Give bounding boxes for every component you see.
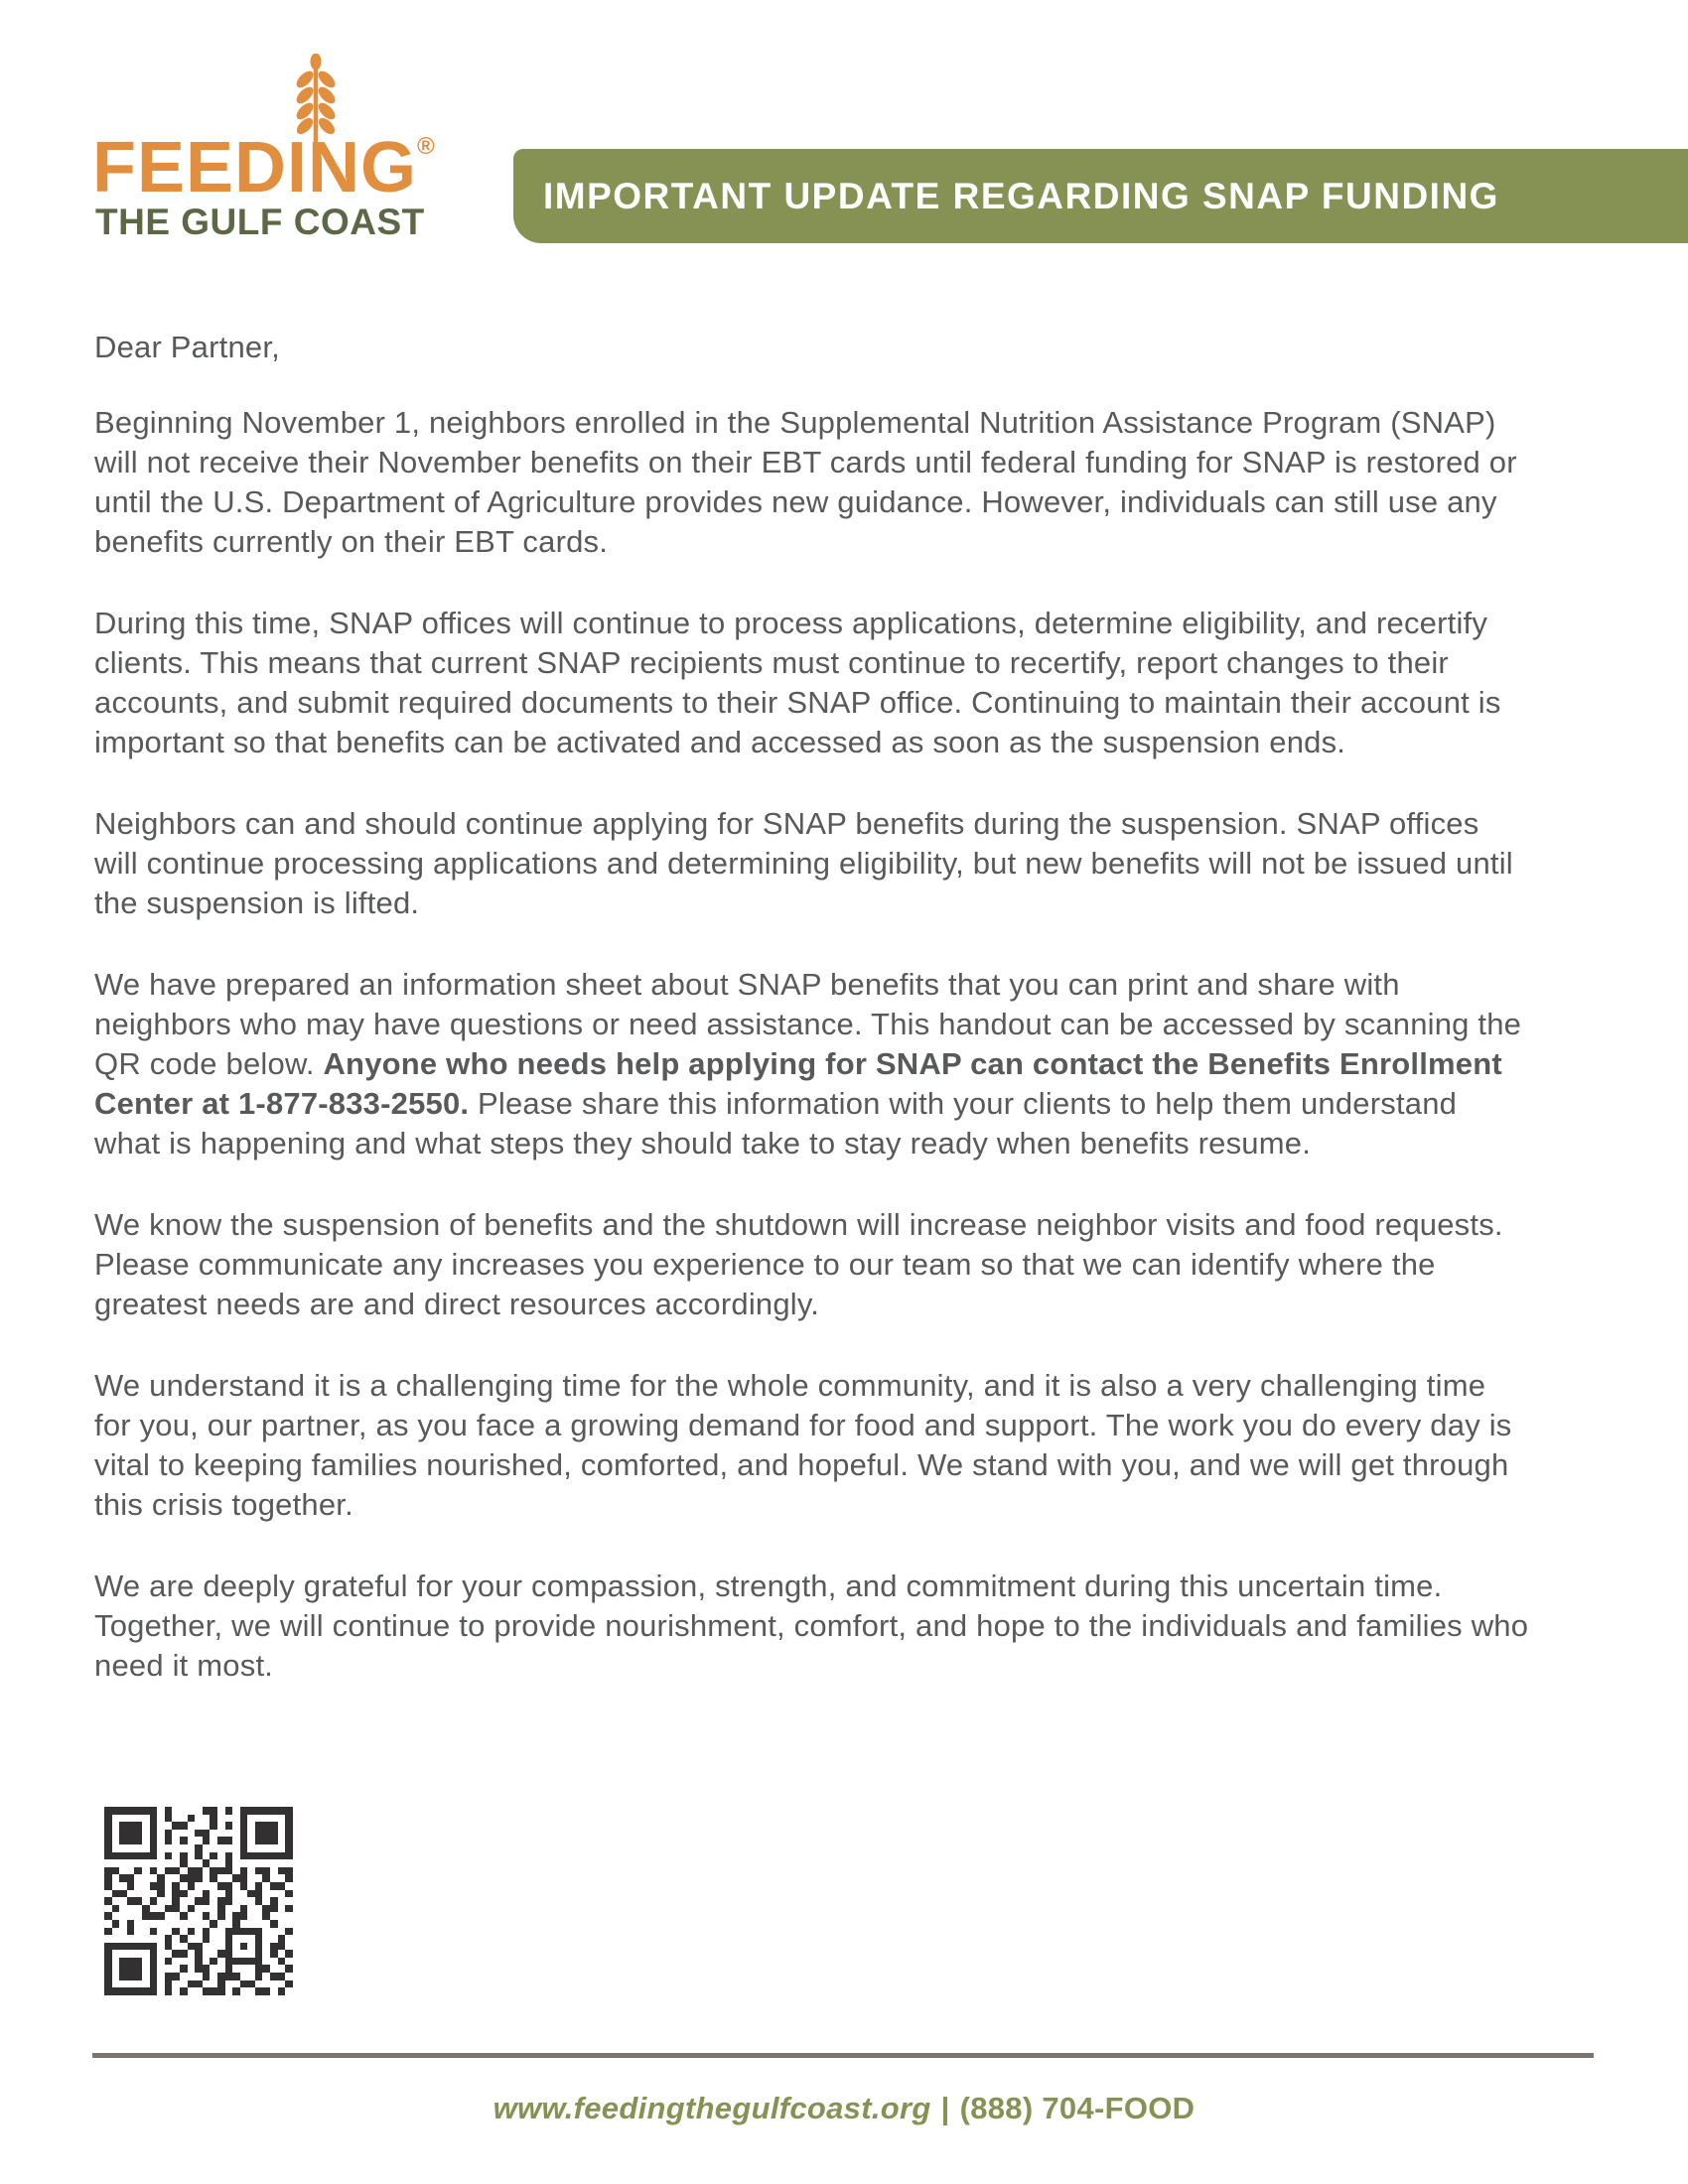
paragraph	[94, 1205, 1529, 1324]
qr-row	[104, 1867, 293, 1875]
registered-trademark-mark: ®	[417, 133, 435, 160]
qr-row	[104, 1844, 293, 1852]
logo-tagline: THE GULF COAST	[95, 202, 425, 242]
paragraph-bold-text: Anyone who needs help applying for SNAP can contact the Benefits Enrollment Center at 1-877-833-2550.	[94, 1046, 1502, 1121]
qr-row	[104, 1837, 293, 1844]
paragraph-text: We know the suspension of benefits and the shutdown will increase neighbor visits and food requests. Please communicate any increases you experience to our team so that we can identify where the greatest needs are and direct resources accordingly.	[94, 1207, 1503, 1321]
qr-row	[104, 1897, 293, 1905]
banner-title: IMPORTANT UPDATE REGARDING SNAP FUNDING	[543, 176, 1499, 216]
qr-row	[104, 1987, 293, 1995]
paragraph-text: We are deeply grateful for your compassion, strength, and commitment during this uncertain time. Together, we will continue to provide nourishment, comfort, and hope to the individuals and families who need it most.	[94, 1569, 1529, 1683]
paragraph	[94, 1567, 1529, 1686]
paragraph-text: We understand it is a challenging time for the whole community, and it is also a very challenging time for you, our partner, as you face a growing demand for food and support. The work you do every day is vital to keeping families nourished, comforted, and hopeful. We stand with you, and we will get through this crisis together.	[94, 1368, 1512, 1522]
paragraph	[94, 804, 1529, 923]
footer-divider	[92, 2053, 1594, 2058]
qr-row	[104, 1950, 293, 1958]
logo-brand-name	[92, 127, 435, 208]
footer-separator: |	[940, 2091, 950, 2125]
qr-row	[104, 1822, 293, 1830]
paragraph-text: Neighbors can and should continue applying for SNAP benefits during the suspension. SNAP offices will continue processing applications and determining eligibility, but new benefits will not be issued until the suspension is lifted.	[94, 806, 1513, 920]
qr-row	[104, 1912, 293, 1920]
logo-brand-text: FEEDING	[92, 128, 418, 207]
qr-row	[104, 1859, 293, 1867]
qr-row	[104, 1920, 293, 1928]
qr-row	[104, 1928, 293, 1936]
qr-row	[104, 1965, 293, 1973]
qr-row	[104, 1807, 293, 1815]
header-banner	[513, 149, 1688, 243]
qr-row	[104, 1973, 293, 1980]
paragraph-text: We have prepared an information sheet about SNAP benefits that you can print and share with neighbors who may have questions or need assistance. This handout can be accessed by scanning the QR code below.	[94, 967, 1522, 1081]
paragraph-text: Please share this information with your clients to help them understand what is happening and what steps they should take to stay ready when benefits resume.	[94, 1086, 1458, 1160]
footer-phone: (888) 704-FOOD	[959, 2091, 1196, 2125]
footer-website: www.feedingthegulfcoast.org	[492, 2091, 931, 2125]
qr-row	[104, 1882, 293, 1890]
paragraph	[94, 1366, 1529, 1525]
paragraph-text: During this time, SNAP offices will continue to process applications, determine eligibility, and recertify clients. This means that current SNAP recipients must continue to recertify, report changes to their accounts, and submit required documents to their SNAP office. Continuing to maintain their account is important so that benefits can be activated and accessed as soon as the suspension ends.	[94, 606, 1501, 759]
letter-body	[94, 328, 1529, 1727]
paragraph-text: Beginning November 1, neighbors enrolled in the Supplemental Nutrition Assistance Program (SNAP) will not receive their November benefits on their EBT cards until federal funding for SNAP is restored or until the U.S. Department of Agriculture provides new guidance. However, individuals can still use any benefits currently on their EBT cards.	[94, 405, 1517, 559]
footer	[0, 2091, 1688, 2126]
salutation: Dear Partner,	[94, 330, 280, 364]
paragraph	[94, 965, 1529, 1163]
qr-row	[104, 1980, 293, 1988]
qr-row	[104, 1852, 293, 1860]
qr-row	[104, 1958, 293, 1966]
qr-row	[104, 1815, 293, 1823]
paragraph	[94, 403, 1529, 562]
qr-row	[104, 1905, 293, 1913]
qr-code	[104, 1807, 293, 1995]
paragraph	[94, 604, 1529, 762]
qr-row	[104, 1890, 293, 1898]
qr-row	[104, 1874, 293, 1882]
qr-row	[104, 1935, 293, 1943]
qr-row	[104, 1830, 293, 1838]
qr-row	[104, 1943, 293, 1951]
